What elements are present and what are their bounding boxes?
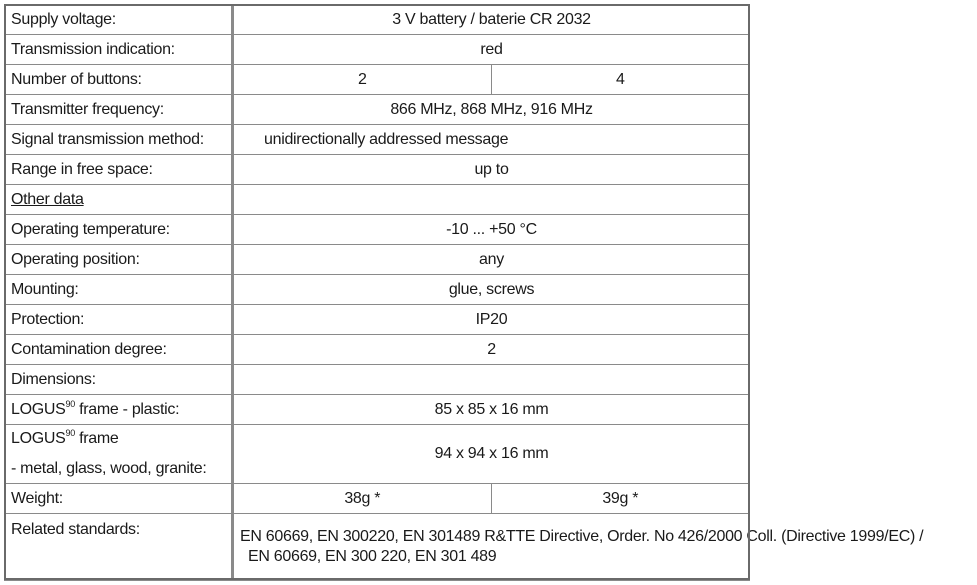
row-label-logus-metal: [5, 425, 233, 484]
table-row: [5, 425, 750, 484]
row-value: 94 x 94 x 16 mm: [233, 425, 750, 484]
row-label-logus-plastic: [5, 395, 233, 425]
row-label: Weight:: [5, 484, 233, 514]
row-value-2-button: 2: [233, 65, 492, 95]
row-label: Related standards:: [5, 514, 233, 581]
logus-brand: LOGUS: [11, 430, 66, 447]
label-suffix: frame: [74, 430, 119, 447]
table-row: [5, 95, 750, 125]
row-value: 3 V battery / baterie CR 2032: [233, 5, 750, 35]
table-row: [5, 245, 750, 275]
row-label: Dimensions:: [5, 365, 233, 395]
table-row: [5, 514, 750, 581]
table-row: [5, 305, 750, 335]
row-value: 85 x 85 x 16 mm: [233, 395, 750, 425]
row-value: up to: [233, 155, 750, 185]
label-line-1: [11, 429, 225, 449]
row-value: -10 ... +50 °C: [233, 215, 750, 245]
row-label: Operating position:: [5, 245, 233, 275]
row-label: Signal transmission method:: [5, 125, 233, 155]
table-row: [5, 185, 750, 215]
table-row: [5, 395, 750, 425]
specifications-table: [4, 4, 924, 581]
row-value: glue, screws: [233, 275, 750, 305]
standards-line-1: EN 60669, EN 300220, EN 301489 R&TTE Directive, Order. No 426/2000 Coll. (Directive 1999/EC) /: [240, 528, 924, 545]
row-label: Range in free space:: [5, 155, 233, 185]
table-row: [5, 155, 750, 185]
row-value: 2: [233, 335, 750, 365]
table-row: [5, 5, 750, 35]
row-label: Operating temperature:: [5, 215, 233, 245]
section-heading-other-data: Other data: [5, 185, 233, 215]
logus-brand: LOGUS: [11, 400, 66, 418]
label-line-2: - metal, glass, wood, granite:: [11, 460, 207, 477]
label-suffix: frame - plastic:: [74, 400, 180, 418]
row-value: 866 MHz, 868 MHz, 916 MHz: [233, 95, 750, 125]
logus-superscript: 90: [65, 428, 75, 438]
row-label: Supply voltage:: [5, 5, 233, 35]
table-row: [5, 365, 750, 395]
row-value: red: [233, 35, 750, 65]
row-value-standards: [233, 514, 924, 581]
table-row: [5, 65, 750, 95]
row-label: Transmission indication:: [5, 35, 233, 65]
row-label: Transmitter frequency:: [5, 95, 233, 125]
table-row: [5, 335, 750, 365]
row-value: unidirectionally addressed message: [233, 125, 750, 155]
row-value-empty: [233, 365, 750, 395]
row-value: IP20: [233, 305, 750, 335]
table-row: [5, 215, 750, 245]
table-row: [5, 275, 750, 305]
table-row: [5, 125, 750, 155]
row-label: Contamination degree:: [5, 335, 233, 365]
row-value-2-button: 38g *: [233, 484, 492, 514]
row-value-4-button: 4: [491, 65, 750, 95]
row-label: Mounting:: [5, 275, 233, 305]
standards-line-2: EN 60669, EN 300 220, EN 301 489: [248, 548, 497, 565]
table-row: [5, 35, 750, 65]
row-value: any: [233, 245, 750, 275]
table-row: [5, 484, 750, 514]
row-value-empty: [233, 185, 750, 215]
row-value-4-button: 39g *: [491, 484, 750, 514]
logus-superscript: 90: [65, 398, 75, 409]
row-label: Number of buttons:: [5, 65, 233, 95]
row-label: Protection:: [5, 305, 233, 335]
